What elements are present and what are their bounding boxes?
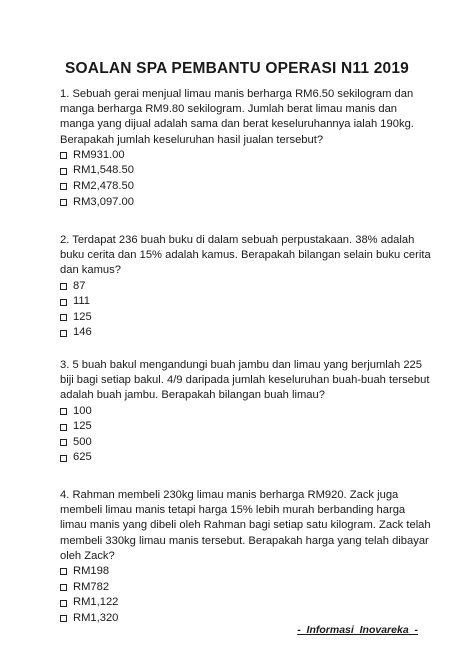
answer-option[interactable] xyxy=(60,148,432,164)
question-text: 3. 5 buah bakul mengandungi buah jambu dan limau yang berjumlah 225 biji bagi setiap bakul. 4/9 daripada jumlah keseluruhan buah-buah tersebut adalah buah jambu. Berapakah bilangan buah limau? xyxy=(60,359,430,402)
option-label: 100 xyxy=(73,404,92,417)
checkbox-icon[interactable] xyxy=(60,199,67,206)
option-label: 500 xyxy=(73,435,92,448)
option-label: RM782 xyxy=(73,580,110,593)
question-text: 4. Rahman membeli 230kg limau manis berharga RM920. Zack juga membeli limau manis tetapi harga 15% lebih murah berbanding harga limau manis yang dibeli oleh Rahman bagi setiap satu kilogram. Zack telah membeli 330kg limau manis tersebut. Berapakah harga yang telah dibayar oleh Zack? xyxy=(60,489,431,562)
page-title: SOALAN SPA PEMBANTU OPERASI N11 2019 xyxy=(65,60,409,77)
option-label: 87 xyxy=(73,279,86,292)
question-1 xyxy=(60,87,432,210)
option-label: RM2,478.50 xyxy=(73,180,134,192)
checkbox-icon[interactable] xyxy=(60,183,67,190)
option-label: RM1,122 xyxy=(73,596,119,609)
option-label: 125 xyxy=(73,420,92,433)
option-label: 625 xyxy=(73,451,92,464)
answer-option[interactable] xyxy=(60,325,432,341)
checkbox-icon[interactable] xyxy=(60,584,67,591)
answer-options xyxy=(60,148,432,210)
option-label: RM1,548.50 xyxy=(73,164,134,177)
checkbox-icon[interactable] xyxy=(60,615,67,622)
option-label: RM1,320 xyxy=(73,611,119,624)
answer-option[interactable] xyxy=(60,294,432,310)
option-label: RM3,097.00 xyxy=(73,195,134,208)
footer-credit: -_Informasi_Inovareka_- xyxy=(297,624,418,636)
checkbox-icon[interactable] xyxy=(60,168,67,175)
question-text: 1. Sebuah gerai menjual limau manis berharga RM6.50 sekilogram dan manga berharga RM9.80 sekilogram. Jumlah berat limau manis dan manga yang dijual adalah sama dan berat keseluruhannya ialah 190kg. Berapakah jumlah keseluruhan hasil jualan tersebut? xyxy=(60,88,414,146)
answer-option[interactable] xyxy=(60,310,432,326)
option-label: 146 xyxy=(73,326,92,339)
answer-option[interactable] xyxy=(60,163,432,179)
option-label: RM198 xyxy=(73,565,110,578)
question-4 xyxy=(60,488,432,626)
answer-option[interactable] xyxy=(60,279,432,295)
answer-option[interactable] xyxy=(60,595,432,611)
answer-options xyxy=(60,564,432,626)
option-label: 111 xyxy=(73,295,91,308)
answer-option[interactable] xyxy=(60,419,432,435)
checkbox-icon[interactable] xyxy=(60,600,67,607)
option-label: 125 xyxy=(73,310,92,323)
checkbox-icon[interactable] xyxy=(60,439,67,446)
checkbox-icon[interactable] xyxy=(60,424,67,431)
question-2 xyxy=(60,233,432,341)
answer-option[interactable] xyxy=(60,195,432,211)
question-text: 2. Terdapat 236 buah buku di dalam sebuah perpustakaan. 38% adalah buku cerita dan 15% adalah kamus. Berapakah bilangan selain buku cerita dan kamus? xyxy=(60,234,431,277)
option-label: RM931.00 xyxy=(73,148,125,161)
checkbox-icon[interactable] xyxy=(60,330,67,337)
answer-option[interactable] xyxy=(60,580,432,596)
answer-option[interactable] xyxy=(60,404,432,420)
checkbox-icon[interactable] xyxy=(60,455,67,462)
answer-options xyxy=(60,279,432,341)
question-3 xyxy=(60,358,432,466)
checkbox-icon[interactable] xyxy=(60,152,67,159)
answer-options xyxy=(60,404,432,466)
checkbox-icon[interactable] xyxy=(60,299,67,306)
answer-option[interactable] xyxy=(60,450,432,466)
answer-option[interactable] xyxy=(60,435,432,451)
checkbox-icon[interactable] xyxy=(60,314,67,321)
checkbox-icon[interactable] xyxy=(60,408,67,415)
answer-option[interactable] xyxy=(60,564,432,580)
checkbox-icon[interactable] xyxy=(60,568,67,575)
checkbox-icon[interactable] xyxy=(60,283,67,290)
answer-option[interactable] xyxy=(60,179,432,195)
